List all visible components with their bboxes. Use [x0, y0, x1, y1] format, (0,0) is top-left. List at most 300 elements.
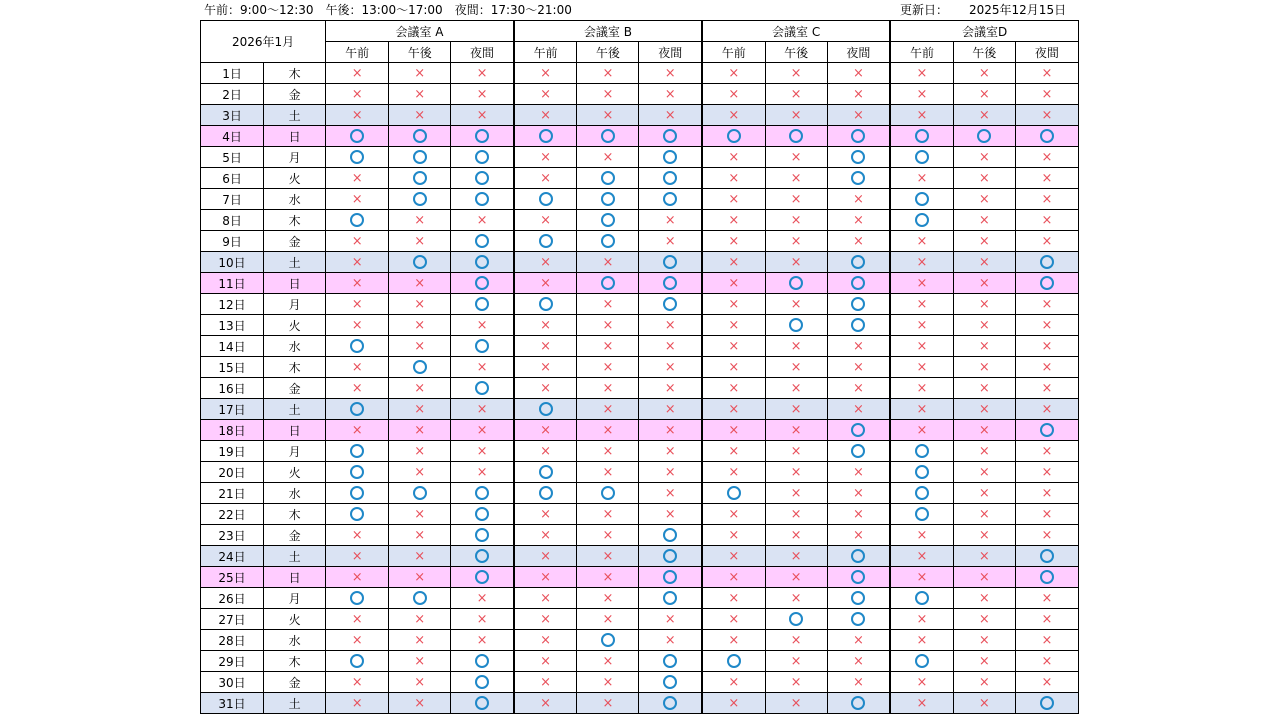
- availability-cell: [702, 63, 765, 84]
- unavailable-cross-icon: ×: [978, 171, 990, 186]
- availability-cell: [577, 609, 639, 630]
- unavailable-cross-icon: ×: [916, 108, 928, 123]
- available-circle-icon: [663, 549, 677, 563]
- availability-cell: [702, 273, 765, 294]
- available-circle-icon: [789, 612, 803, 626]
- available-circle-icon: [539, 234, 553, 248]
- unavailable-cross-icon: ×: [916, 633, 928, 648]
- unavailable-cross-icon: ×: [351, 528, 363, 543]
- room-header-c: 会議室 C: [702, 21, 890, 42]
- slot-header: 午後: [953, 42, 1015, 63]
- available-circle-icon: [475, 171, 489, 185]
- availability-cell: [1015, 378, 1078, 399]
- unavailable-cross-icon: ×: [664, 423, 676, 438]
- unavailable-cross-icon: ×: [602, 549, 614, 564]
- unavailable-cross-icon: ×: [540, 108, 552, 123]
- unavailable-cross-icon: ×: [728, 171, 740, 186]
- availability-cell: [451, 189, 514, 210]
- unavailable-cross-icon: ×: [602, 654, 614, 669]
- weekday-cell: 土: [264, 252, 326, 273]
- unavailable-cross-icon: ×: [978, 423, 990, 438]
- availability-cell: [514, 399, 577, 420]
- availability-cell: [389, 441, 451, 462]
- unavailable-cross-icon: ×: [414, 234, 426, 249]
- available-circle-icon: [475, 528, 489, 542]
- date-cell: 21日: [201, 483, 264, 504]
- availability-cell: [827, 84, 890, 105]
- unavailable-cross-icon: ×: [664, 339, 676, 354]
- availability-cell: [765, 651, 827, 672]
- unavailable-cross-icon: ×: [790, 213, 802, 228]
- unavailable-cross-icon: ×: [916, 549, 928, 564]
- unavailable-cross-icon: ×: [790, 87, 802, 102]
- availability-cell: [827, 294, 890, 315]
- table-row: [201, 336, 1079, 357]
- unavailable-cross-icon: ×: [351, 297, 363, 312]
- date-cell: 10日: [201, 252, 264, 273]
- updated-label: 更新日：: [900, 3, 949, 17]
- availability-cell: [326, 63, 389, 84]
- availability-cell: [953, 126, 1015, 147]
- availability-cell: [514, 525, 577, 546]
- weekday-cell: 土: [264, 546, 326, 567]
- available-circle-icon: [350, 465, 364, 479]
- availability-cell: [827, 378, 890, 399]
- date-cell: 13日: [201, 315, 264, 336]
- unavailable-cross-icon: ×: [414, 612, 426, 627]
- availability-cell: [451, 231, 514, 252]
- available-circle-icon: [915, 129, 929, 143]
- unavailable-cross-icon: ×: [602, 381, 614, 396]
- availability-cell: [890, 273, 953, 294]
- available-circle-icon: [413, 171, 427, 185]
- availability-cell: [953, 693, 1015, 714]
- availability-cell: [953, 63, 1015, 84]
- availability-cell: [953, 504, 1015, 525]
- weekday-cell: 木: [264, 63, 326, 84]
- unavailable-cross-icon: ×: [602, 696, 614, 711]
- unavailable-cross-icon: ×: [978, 234, 990, 249]
- availability-cell: [577, 315, 639, 336]
- available-circle-icon: [475, 507, 489, 521]
- unavailable-cross-icon: ×: [476, 633, 488, 648]
- availability-cell: [765, 357, 827, 378]
- availability-cell: [451, 588, 514, 609]
- availability-cell: [827, 441, 890, 462]
- unavailable-cross-icon: ×: [540, 654, 552, 669]
- unavailable-cross-icon: ×: [351, 381, 363, 396]
- slot-header: 夜間: [639, 42, 702, 63]
- unavailable-cross-icon: ×: [1041, 192, 1053, 207]
- slot-header: 午後: [765, 42, 827, 63]
- unavailable-cross-icon: ×: [414, 381, 426, 396]
- unavailable-cross-icon: ×: [916, 360, 928, 375]
- weekday-cell: 月: [264, 588, 326, 609]
- availability-cell: [514, 546, 577, 567]
- unavailable-cross-icon: ×: [852, 360, 864, 375]
- availability-cell: [326, 189, 389, 210]
- unavailable-cross-icon: ×: [728, 633, 740, 648]
- unavailable-cross-icon: ×: [414, 549, 426, 564]
- availability-cell: [514, 693, 577, 714]
- unavailable-cross-icon: ×: [728, 192, 740, 207]
- availability-cell: [326, 546, 389, 567]
- availability-cell: [890, 546, 953, 567]
- table-row: [201, 420, 1079, 441]
- availability-cell: [326, 147, 389, 168]
- availability-cell: [326, 210, 389, 231]
- unavailable-cross-icon: ×: [664, 87, 676, 102]
- available-circle-icon: [915, 150, 929, 164]
- table-row: [201, 546, 1079, 567]
- unavailable-cross-icon: ×: [602, 507, 614, 522]
- available-circle-icon: [789, 276, 803, 290]
- unavailable-cross-icon: ×: [664, 381, 676, 396]
- available-circle-icon: [475, 192, 489, 206]
- availability-cell: [827, 651, 890, 672]
- available-circle-icon: [539, 486, 553, 500]
- availability-cell: [702, 462, 765, 483]
- slot-header: 午前: [514, 42, 577, 63]
- availability-cell: [953, 420, 1015, 441]
- unavailable-cross-icon: ×: [476, 444, 488, 459]
- weekday-cell: 土: [264, 399, 326, 420]
- table-row: [201, 441, 1079, 462]
- date-cell: 9日: [201, 231, 264, 252]
- date-cell: 3日: [201, 105, 264, 126]
- hours-info: 午前：9:00～12:30 午後：13:00～17:00 夜間：17:30～21:00: [204, 3, 572, 17]
- availability-cell: [514, 483, 577, 504]
- table-row: [201, 483, 1079, 504]
- unavailable-cross-icon: ×: [414, 507, 426, 522]
- unavailable-cross-icon: ×: [728, 213, 740, 228]
- unavailable-cross-icon: ×: [476, 318, 488, 333]
- unavailable-cross-icon: ×: [351, 696, 363, 711]
- date-cell: 26日: [201, 588, 264, 609]
- unavailable-cross-icon: ×: [728, 381, 740, 396]
- availability-cell: [514, 441, 577, 462]
- unavailable-cross-icon: ×: [978, 318, 990, 333]
- unavailable-cross-icon: ×: [978, 297, 990, 312]
- unavailable-cross-icon: ×: [728, 549, 740, 564]
- availability-cell: [702, 84, 765, 105]
- availability-cell: [514, 630, 577, 651]
- available-circle-icon: [851, 696, 865, 710]
- availability-cell: [326, 567, 389, 588]
- unavailable-cross-icon: ×: [728, 444, 740, 459]
- available-circle-icon: [475, 255, 489, 269]
- unavailable-cross-icon: ×: [978, 549, 990, 564]
- availability-cell: [639, 105, 702, 126]
- availability-cell: [514, 588, 577, 609]
- available-circle-icon: [601, 276, 615, 290]
- availability-cell: [389, 168, 451, 189]
- availability-cell: [389, 105, 451, 126]
- unavailable-cross-icon: ×: [540, 66, 552, 81]
- availability-cell: [451, 252, 514, 273]
- availability-cell: [326, 84, 389, 105]
- unavailable-cross-icon: ×: [916, 402, 928, 417]
- availability-cell: [326, 273, 389, 294]
- availability-cell: [514, 357, 577, 378]
- availability-cell: [639, 567, 702, 588]
- date-cell: 2日: [201, 84, 264, 105]
- unavailable-cross-icon: ×: [414, 297, 426, 312]
- available-circle-icon: [413, 150, 427, 164]
- availability-cell: [577, 525, 639, 546]
- table-row: [201, 168, 1079, 189]
- availability-cell: [702, 588, 765, 609]
- unavailable-cross-icon: ×: [414, 423, 426, 438]
- available-circle-icon: [413, 591, 427, 605]
- availability-cell: [326, 483, 389, 504]
- availability-cell: [890, 126, 953, 147]
- availability-cell: [1015, 588, 1078, 609]
- availability-cell: [639, 672, 702, 693]
- availability-cell: [451, 399, 514, 420]
- unavailable-cross-icon: ×: [790, 192, 802, 207]
- unavailable-cross-icon: ×: [790, 507, 802, 522]
- unavailable-cross-icon: ×: [978, 444, 990, 459]
- availability-cell: [953, 630, 1015, 651]
- availability-cell: [765, 483, 827, 504]
- availability-cell: [827, 231, 890, 252]
- availability-cell: [890, 231, 953, 252]
- availability-cell: [514, 420, 577, 441]
- slot-header: 午前: [890, 42, 953, 63]
- unavailable-cross-icon: ×: [790, 423, 802, 438]
- availability-cell: [326, 420, 389, 441]
- availability-cell: [890, 609, 953, 630]
- available-circle-icon: [539, 297, 553, 311]
- availability-cell: [890, 147, 953, 168]
- available-circle-icon: [475, 549, 489, 563]
- unavailable-cross-icon: ×: [476, 465, 488, 480]
- unavailable-cross-icon: ×: [602, 444, 614, 459]
- unavailable-cross-icon: ×: [728, 339, 740, 354]
- availability-cell: [827, 630, 890, 651]
- unavailable-cross-icon: ×: [1041, 675, 1053, 690]
- availability-cell: [389, 504, 451, 525]
- availability-cell: [577, 189, 639, 210]
- weekday-cell: 月: [264, 147, 326, 168]
- unavailable-cross-icon: ×: [790, 297, 802, 312]
- availability-cell: [953, 462, 1015, 483]
- availability-cell: [953, 567, 1015, 588]
- availability-cell: [451, 462, 514, 483]
- available-circle-icon: [601, 192, 615, 206]
- availability-cell: [514, 168, 577, 189]
- weekday-cell: 火: [264, 315, 326, 336]
- available-circle-icon: [663, 654, 677, 668]
- unavailable-cross-icon: ×: [1041, 486, 1053, 501]
- unavailable-cross-icon: ×: [728, 570, 740, 585]
- available-circle-icon: [1040, 423, 1054, 437]
- availability-cell: [890, 630, 953, 651]
- unavailable-cross-icon: ×: [540, 87, 552, 102]
- availability-cell: [639, 588, 702, 609]
- availability-cell: [702, 357, 765, 378]
- unavailable-cross-icon: ×: [978, 528, 990, 543]
- table-row: [201, 609, 1079, 630]
- available-circle-icon: [601, 171, 615, 185]
- unavailable-cross-icon: ×: [414, 633, 426, 648]
- available-circle-icon: [851, 570, 865, 584]
- availability-cell: [953, 399, 1015, 420]
- availability-cell: [702, 336, 765, 357]
- unavailable-cross-icon: ×: [351, 276, 363, 291]
- date-cell: 31日: [201, 693, 264, 714]
- unavailable-cross-icon: ×: [414, 276, 426, 291]
- unavailable-cross-icon: ×: [916, 255, 928, 270]
- unavailable-cross-icon: ×: [602, 612, 614, 627]
- availability-cell: [514, 210, 577, 231]
- unavailable-cross-icon: ×: [540, 339, 552, 354]
- availability-cell: [326, 462, 389, 483]
- available-circle-icon: [601, 213, 615, 227]
- availability-cell: [451, 147, 514, 168]
- unavailable-cross-icon: ×: [1041, 150, 1053, 165]
- available-circle-icon: [851, 297, 865, 311]
- availability-cell: [389, 651, 451, 672]
- unavailable-cross-icon: ×: [1041, 297, 1053, 312]
- unavailable-cross-icon: ×: [852, 66, 864, 81]
- unavailable-cross-icon: ×: [790, 339, 802, 354]
- availability-cell: [890, 651, 953, 672]
- availability-cell: [577, 147, 639, 168]
- available-circle-icon: [475, 696, 489, 710]
- available-circle-icon: [789, 318, 803, 332]
- availability-table: [200, 20, 1079, 714]
- availability-cell: [765, 609, 827, 630]
- weekday-cell: 火: [264, 462, 326, 483]
- slot-header: 午前: [702, 42, 765, 63]
- availability-cell: [639, 546, 702, 567]
- availability-cell: [953, 588, 1015, 609]
- availability-cell: [326, 609, 389, 630]
- available-circle-icon: [475, 129, 489, 143]
- availability-cell: [953, 357, 1015, 378]
- unavailable-cross-icon: ×: [351, 234, 363, 249]
- unavailable-cross-icon: ×: [852, 87, 864, 102]
- unavailable-cross-icon: ×: [728, 423, 740, 438]
- availability-cell: [451, 441, 514, 462]
- unavailable-cross-icon: ×: [728, 87, 740, 102]
- room-header-a: 会議室 A: [326, 21, 514, 42]
- unavailable-cross-icon: ×: [540, 213, 552, 228]
- date-cell: 5日: [201, 147, 264, 168]
- availability-cell: [326, 336, 389, 357]
- available-circle-icon: [601, 486, 615, 500]
- unavailable-cross-icon: ×: [852, 507, 864, 522]
- weekday-cell: 月: [264, 294, 326, 315]
- unavailable-cross-icon: ×: [852, 654, 864, 669]
- unavailable-cross-icon: ×: [852, 675, 864, 690]
- unavailable-cross-icon: ×: [728, 234, 740, 249]
- available-circle-icon: [350, 486, 364, 500]
- available-circle-icon: [851, 318, 865, 332]
- unavailable-cross-icon: ×: [414, 213, 426, 228]
- availability-cell: [639, 168, 702, 189]
- availability-cell: [765, 420, 827, 441]
- unavailable-cross-icon: ×: [978, 591, 990, 606]
- availability-cell: [1015, 252, 1078, 273]
- availability-cell: [1015, 609, 1078, 630]
- availability-cell: [577, 462, 639, 483]
- slot-header: 午前: [326, 42, 389, 63]
- unavailable-cross-icon: ×: [602, 402, 614, 417]
- unavailable-cross-icon: ×: [728, 66, 740, 81]
- availability-cell: [451, 273, 514, 294]
- unavailable-cross-icon: ×: [978, 696, 990, 711]
- updated-date: 2025年12月15日: [969, 3, 1067, 17]
- availability-cell: [1015, 546, 1078, 567]
- availability-cell: [702, 609, 765, 630]
- date-cell: 6日: [201, 168, 264, 189]
- available-circle-icon: [539, 402, 553, 416]
- availability-cell: [389, 399, 451, 420]
- unavailable-cross-icon: ×: [916, 297, 928, 312]
- weekday-cell: 土: [264, 693, 326, 714]
- availability-cell: [1015, 63, 1078, 84]
- availability-cell: [827, 462, 890, 483]
- availability-cell: [326, 294, 389, 315]
- available-circle-icon: [413, 192, 427, 206]
- available-circle-icon: [601, 129, 615, 143]
- available-circle-icon: [851, 444, 865, 458]
- unavailable-cross-icon: ×: [414, 696, 426, 711]
- availability-cell: [765, 462, 827, 483]
- unavailable-cross-icon: ×: [540, 696, 552, 711]
- availability-cell: [639, 294, 702, 315]
- availability-cell: [639, 189, 702, 210]
- availability-cell: [702, 567, 765, 588]
- availability-cell: [827, 420, 890, 441]
- availability-cell: [514, 231, 577, 252]
- table-row: [201, 462, 1079, 483]
- availability-cell: [514, 462, 577, 483]
- unavailable-cross-icon: ×: [351, 108, 363, 123]
- unavailable-cross-icon: ×: [916, 423, 928, 438]
- availability-cell: [765, 168, 827, 189]
- availability-cell: [765, 315, 827, 336]
- date-cell: 19日: [201, 441, 264, 462]
- unavailable-cross-icon: ×: [1041, 339, 1053, 354]
- availability-cell: [765, 336, 827, 357]
- unavailable-cross-icon: ×: [602, 528, 614, 543]
- unavailable-cross-icon: ×: [1041, 87, 1053, 102]
- unavailable-cross-icon: ×: [790, 528, 802, 543]
- unavailable-cross-icon: ×: [852, 339, 864, 354]
- availability-cell: [514, 567, 577, 588]
- availability-cell: [953, 378, 1015, 399]
- unavailable-cross-icon: ×: [790, 360, 802, 375]
- availability-cell: [1015, 336, 1078, 357]
- availability-cell: [890, 399, 953, 420]
- availability-cell: [953, 609, 1015, 630]
- unavailable-cross-icon: ×: [728, 507, 740, 522]
- unavailable-cross-icon: ×: [664, 444, 676, 459]
- unavailable-cross-icon: ×: [728, 108, 740, 123]
- unavailable-cross-icon: ×: [1041, 591, 1053, 606]
- availability-cell: [702, 231, 765, 252]
- unavailable-cross-icon: ×: [916, 318, 928, 333]
- unavailable-cross-icon: ×: [916, 276, 928, 291]
- unavailable-cross-icon: ×: [540, 507, 552, 522]
- availability-cell: [1015, 672, 1078, 693]
- unavailable-cross-icon: ×: [728, 360, 740, 375]
- availability-cell: [639, 84, 702, 105]
